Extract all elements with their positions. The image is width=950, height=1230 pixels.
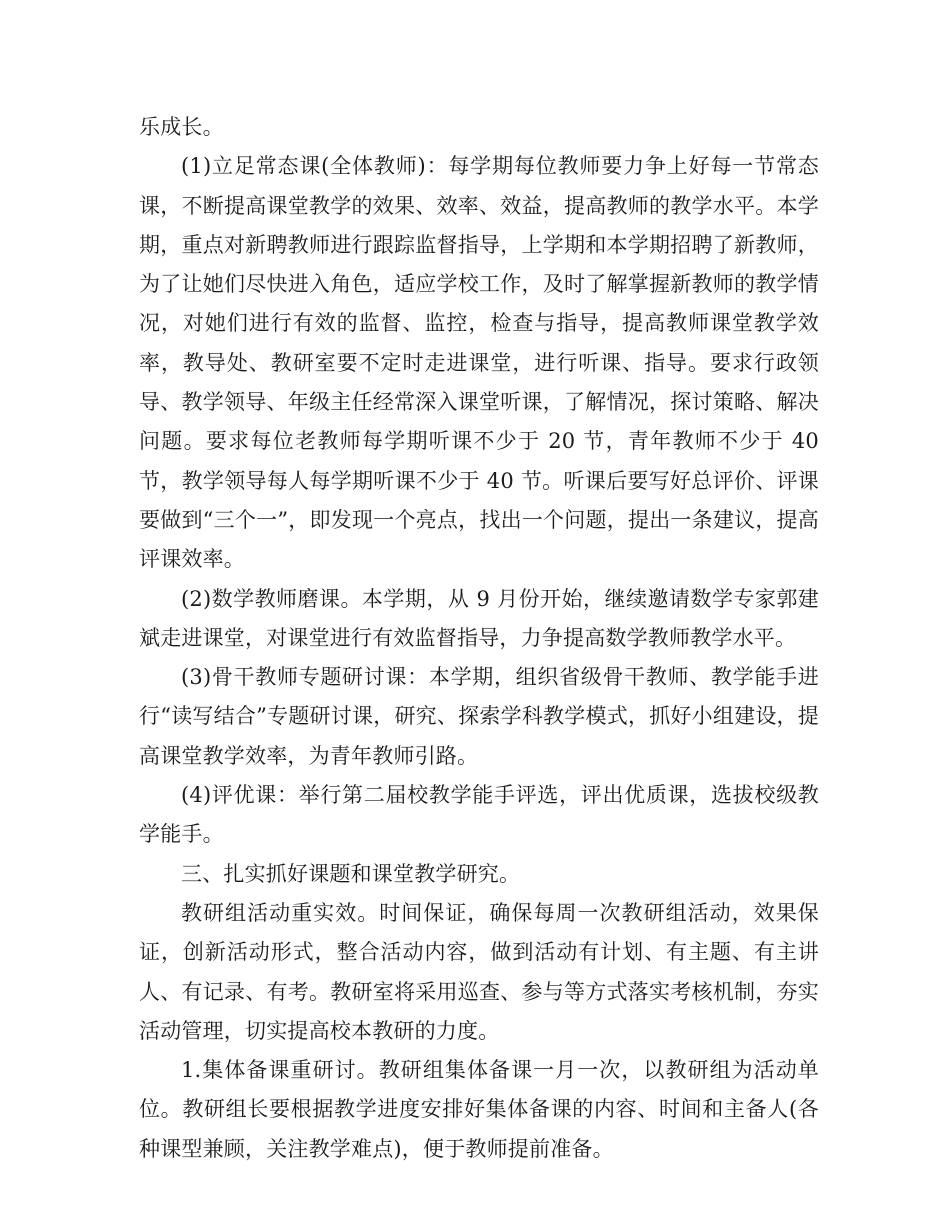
- paragraph-continuation: 乐成长。: [139, 115, 224, 139]
- paragraph-collective-prep: 1.集体备课重研讨。教研组集体备课一月一次，以教研组为活动单位。教研组长要根据教学进度安排好集体备课的内容、时间和主备人(各种课型兼顾，关注教学难点)，便于教师提前准备。: [139, 1058, 819, 1161]
- paragraph-regular-lessons: (1)立足常态课(全体教师)：每学期每位教师要力争上好每一节常态课，不断提高课堂教学的效果、效率、效益，提高教师的教学水平。本学期，重点对新聘教师进行跟踪监督指导，上学期和本学期招聘了新教师，为了让她们尽快进入角色，适应学校工作，及时了解掌握新教师的教学情况，对她们进行有效的监督、监控，检查与指导，提高教师课堂教学效率，教导处、教研室要不定时走进课堂，进行听课、指导。要求行政领导、教学领导、年级主任经常深入课堂听课，了解情况，探讨策略、解决问题。要求每位老教师每学期听课不少于 20 节，青年教师不少于 40 节，教学领导每人每学期听课不少于 40 节。听课后要写好总评价、评课要做到“三个一”，即发现一个亮点，找出一个问题，提出一条建议，提高评课效率。: [139, 154, 819, 572]
- paragraph-excellent-lessons: (4)评优课：举行第二届校教学能手评选，评出优质课，选拔校级教学能手。: [139, 783, 819, 847]
- paragraph-teaching-group: 教研组活动重实效。时间保证，确保每周一次教研组活动，效果保证，创新活动形式，整合活动内容，做到活动有计划、有主题、有主讲人、有记录、有考。教研室将采用巡查、参与等方式落实考核机制，夯实活动管理，切实提高校本教研的力度。: [139, 900, 819, 1043]
- section-heading-research: 三、扎实抓好课题和课堂教学研究。: [181, 861, 521, 886]
- document-body: [139, 108, 819, 1169]
- paragraph-math-lessons: (2)数学教师磨课。本学期，从 9 月份开始，继续邀请数学专家郭建斌走进课堂，对课堂进行有效监督指导，力争提高数学教师教学水平。: [139, 586, 819, 650]
- paragraph-backbone-teachers: (3)骨干教师专题研讨课：本学期，组织省级骨干教师、教学能手进行“读写结合”专题研讨课，研究、探索学科教学模式，抓好小组建设，提高课堂教学效率，为青年教师引路。: [139, 665, 819, 768]
